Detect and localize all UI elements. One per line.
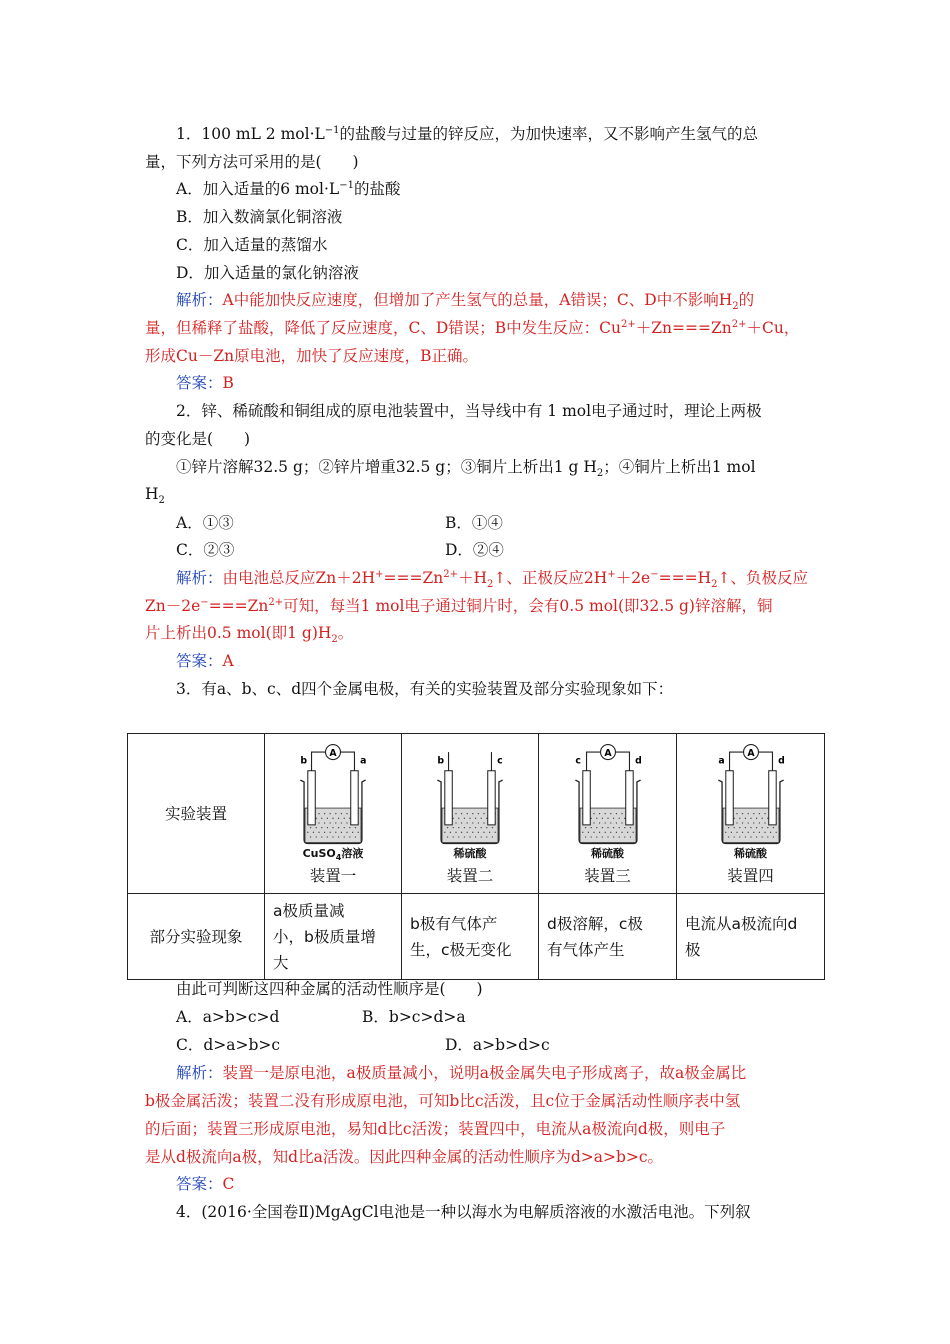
electrode-left <box>725 770 732 824</box>
solution-dot <box>475 817 476 818</box>
solution-dot <box>778 827 779 828</box>
solution-dot <box>590 836 591 837</box>
q3-answer: 答案：C <box>176 1175 235 1193</box>
solution-dot <box>761 836 762 837</box>
solution-dot <box>355 836 356 837</box>
solution-dot <box>615 822 616 823</box>
solution-dot <box>352 831 353 832</box>
solution-dot <box>739 827 740 828</box>
solution-dot <box>467 831 468 832</box>
solution-dot <box>458 836 459 837</box>
solution-label: CuSO$_4$溶液 <box>302 846 364 862</box>
solution-dot <box>335 822 336 823</box>
solution-dot <box>321 836 322 837</box>
solution-dot <box>310 827 311 828</box>
solution-dot <box>587 831 588 832</box>
phenomenon-2: b极有气体产 生，c极无变化 <box>402 894 539 980</box>
solution-dot <box>753 822 754 823</box>
row-header-phenomena: 部分实验现象 <box>128 894 265 980</box>
q3-options-row2: C．d>a>b>c D．a>b>d>c <box>176 1036 550 1054</box>
solution-label: 稀硫酸 <box>734 846 767 860</box>
solution-dot <box>483 822 484 823</box>
device-cell-1 <box>265 734 402 894</box>
electrode-left-label: b <box>437 754 445 766</box>
phenomenon-4: 电流从a极流向d 极 <box>677 894 825 980</box>
solution-dot <box>758 813 759 814</box>
solution-dot <box>475 836 476 837</box>
solution-dot <box>744 817 745 818</box>
solution-dot <box>450 831 451 832</box>
solution-dot <box>492 836 493 837</box>
solution-dot <box>335 831 336 832</box>
solution-dot <box>629 827 630 828</box>
q2-analysis-line1: 解析：由电池总反应$Zn+2H^+===Zn^{2+}+H_2↑$、正极反应$2H^++2e^-===H_2↑$、负极反应 <box>176 568 808 591</box>
solution-dot <box>593 831 594 832</box>
solution-dot <box>458 817 459 818</box>
solution-dot <box>461 831 462 832</box>
solution-dot <box>618 836 619 837</box>
solution-dot <box>346 813 347 814</box>
solution-dot <box>621 831 622 832</box>
solution-dot <box>610 813 611 814</box>
solution-dot <box>607 836 608 837</box>
solution-dot <box>621 822 622 823</box>
solution-dot <box>469 836 470 837</box>
solution-dot <box>739 817 740 818</box>
solution-dot <box>344 836 345 837</box>
solution-dot <box>478 813 479 814</box>
solution-dot <box>318 813 319 814</box>
solution-dot <box>744 836 745 837</box>
solution-dot <box>310 836 311 837</box>
solution-dot <box>755 827 756 828</box>
q3-analysis-line2: b极金属活泼；装置二没有形成原电池，可知b比c活泼，且c位于金属活动性顺序表中氢 <box>145 1092 741 1110</box>
electrode-right <box>625 770 632 824</box>
solution-dot <box>318 822 319 823</box>
q2-answer: 答案：A <box>176 652 234 670</box>
solution-dot <box>736 813 737 814</box>
solution-dot <box>772 836 773 837</box>
solution-dot <box>635 836 636 837</box>
solution-dot <box>761 827 762 828</box>
q1-option-b: B．加入数滴氯化铜溶液 <box>176 208 343 226</box>
solution-dot <box>327 817 328 818</box>
solution-dot <box>741 813 742 814</box>
solution-dot <box>750 827 751 828</box>
solution-dot <box>584 827 585 828</box>
electrode-right-label: c <box>497 754 503 766</box>
solution-dot <box>464 836 465 837</box>
q2-items-line1: ①锌片溶解32.5 g；②锌片增重32.5 g；③铜片上析出1 g $H_2$；④铜片上析出1 mol <box>176 458 756 480</box>
q3-analysis-line4: 是从d极流向a极，知d比a活泼。因此四种金属的活动性顺序为d>a>b>c。 <box>145 1148 664 1166</box>
solution-dot <box>739 836 740 837</box>
solution-dot <box>324 813 325 814</box>
solution-dot <box>332 827 333 828</box>
ammeter-label: A <box>746 747 755 759</box>
solution-dot <box>604 831 605 832</box>
phenomenon-3: d极溶解，c极 有气体产生 <box>539 894 677 980</box>
solution-dot <box>601 836 602 837</box>
device-label: 装置一 <box>309 866 357 885</box>
q1-answer: 答案：B <box>176 374 234 392</box>
q3-stem: 3．有a、b、c、d四个金属电极，有关的实验装置及部分实验现象如下： <box>176 680 674 698</box>
solution-dot <box>346 822 347 823</box>
device-label: 装置二 <box>446 866 494 885</box>
solution-dot <box>344 817 345 818</box>
electrode-left-label: b <box>300 754 308 766</box>
solution-dot <box>469 817 470 818</box>
solution-dot <box>330 813 331 814</box>
solution-dot <box>764 822 765 823</box>
solution-dot <box>618 827 619 828</box>
electrode-right-label: d <box>777 754 785 766</box>
solution-dot <box>464 817 465 818</box>
q1-analysis-line3: 形成Cu－Zn原电池，加快了反应速度，B正确。 <box>145 347 478 365</box>
solution-dot <box>747 822 748 823</box>
q1-option-a: A．加入适量的6 $mol\cdot L^{-1}$的盐酸 <box>176 179 401 198</box>
solution-dot <box>607 827 608 828</box>
solution-dot <box>338 827 339 828</box>
solution-dot <box>612 817 613 818</box>
solution-dot <box>469 827 470 828</box>
solution-dot <box>778 817 779 818</box>
device-label: 装置三 <box>584 866 631 885</box>
solution-dot <box>447 827 448 828</box>
phenomenon-1: a极质量减 小，b极质量增 大 <box>265 894 402 980</box>
q4-stem: 4．(2016·全国卷Ⅱ)MgAgCl电池是一种以海水为电解质溶液的水激活电池。下列叙 <box>176 1203 751 1221</box>
solution-dot <box>481 836 482 837</box>
solution-dot <box>593 822 594 823</box>
solution-dot <box>615 831 616 832</box>
solution-dot <box>453 827 454 828</box>
electrode-right-label: a <box>360 754 367 766</box>
q3-analysis-line3: 的后面；装置三形成原电池，易知d比c活泼；装置四中，电流从a极流向d极，则电子 <box>145 1120 726 1138</box>
solution-dot <box>767 836 768 837</box>
solution-dot <box>635 827 636 828</box>
experiment-table <box>127 733 825 980</box>
q1-stem-line2: 量，下列方法可采用的是( ) <box>145 153 359 171</box>
device-label: 装置四 <box>727 866 774 885</box>
solution-dot <box>316 836 317 837</box>
solution-dot <box>472 813 473 814</box>
q1-analysis-line1: 解析：A中能加快反应速度，但增加了产生氢气的总量，A错误；C、D中不影响$H_2$的 <box>176 291 755 313</box>
solution-dot <box>464 827 465 828</box>
device-cell-2 <box>402 734 539 894</box>
solution-dot <box>497 817 498 818</box>
solution-dot <box>327 836 328 837</box>
solution-dot <box>747 813 748 814</box>
solution-dot <box>455 822 456 823</box>
solution-dot <box>761 817 762 818</box>
solution-dot <box>775 831 776 832</box>
solution-dot <box>741 831 742 832</box>
solution-dot <box>497 827 498 828</box>
solution-dot <box>318 831 319 832</box>
solution-dot <box>593 813 594 814</box>
solution-dot <box>341 813 342 814</box>
solution-dot <box>618 817 619 818</box>
solution-dot <box>747 831 748 832</box>
solution-dot <box>598 813 599 814</box>
ammeter-label: A <box>329 747 337 759</box>
solution-dot <box>472 822 473 823</box>
solution-dot <box>758 831 759 832</box>
solution-dot <box>324 831 325 832</box>
solution-dot <box>736 822 737 823</box>
solution-dot <box>604 822 605 823</box>
solution-dot <box>601 827 602 828</box>
solution-dot <box>486 836 487 837</box>
solution-dot <box>461 813 462 814</box>
solution-dot <box>332 817 333 818</box>
solution-dot <box>736 831 737 832</box>
electrode-left <box>445 770 452 824</box>
solution-dot <box>582 831 583 832</box>
solution-label: 稀硫酸 <box>453 846 487 860</box>
solution-dot <box>764 831 765 832</box>
solution-dot <box>584 836 585 837</box>
solution-dot <box>596 827 597 828</box>
electrode-left <box>308 770 315 824</box>
solution-dot <box>321 827 322 828</box>
device-1 <box>273 739 393 889</box>
solution-dot <box>338 817 339 818</box>
solution-dot <box>483 813 484 814</box>
solution-dot <box>349 836 350 837</box>
solution-dot <box>615 813 616 814</box>
solution-dot <box>753 813 754 814</box>
solution-dot <box>349 827 350 828</box>
solution-dot <box>472 831 473 832</box>
solution-dot <box>360 817 361 818</box>
solution-dot <box>444 831 445 832</box>
electrode-right <box>351 770 358 824</box>
solution-dot <box>481 817 482 818</box>
solution-dot <box>455 831 456 832</box>
solution-dot <box>727 836 728 837</box>
q1-option-c: C．加入适量的蒸馏水 <box>176 236 328 254</box>
cell-diagram <box>425 739 515 851</box>
solution-dot <box>733 836 734 837</box>
solution-dot <box>358 831 359 832</box>
solution-dot <box>624 827 625 828</box>
cell-diagram <box>706 739 796 851</box>
solution-dot <box>346 831 347 832</box>
electrode-left-label: a <box>717 754 725 766</box>
solution-dot <box>612 836 613 837</box>
q2-options-row1: A．①③ B．①④ <box>176 514 503 532</box>
solution-dot <box>612 827 613 828</box>
solution-dot <box>344 827 345 828</box>
solution-dot <box>338 836 339 837</box>
solution-dot <box>324 822 325 823</box>
solution-dot <box>492 827 493 828</box>
solution-dot <box>755 836 756 837</box>
solution-dot <box>360 827 361 828</box>
electrode-right-label: d <box>634 754 642 766</box>
solution-dot <box>596 817 597 818</box>
solution-dot <box>767 827 768 828</box>
q2-stem-line2: 的变化是( ) <box>145 430 251 448</box>
q1-stem-line1: 1．100 mL 2 $mol\cdot L^{-1}$的盐酸与过量的锌反应，为加快速率，又不影响产生氢气的总 <box>176 124 759 143</box>
electrode-right <box>768 770 775 824</box>
solution-dot <box>758 822 759 823</box>
solution-dot <box>755 817 756 818</box>
q2-stem-line1: 2．锌、稀硫酸和铜组成的原电池装置中，当导线中有 1 mol电子通过时，理论上两极 <box>176 402 762 420</box>
cell-diagram <box>563 739 653 851</box>
solution-dot <box>453 836 454 837</box>
solution-dot <box>741 822 742 823</box>
solution-dot <box>455 813 456 814</box>
solution-dot <box>598 822 599 823</box>
solution-dot <box>778 836 779 837</box>
solution-dot <box>730 831 731 832</box>
device-cell-3 <box>539 734 677 894</box>
q3-after-table: 由此可判断这四种金属的活动性顺序是( ) <box>176 980 483 998</box>
ammeter-label: A <box>603 747 612 759</box>
solution-dot <box>624 836 625 837</box>
q2-items-line2: $H_2$ <box>145 485 165 507</box>
solution-dot <box>330 831 331 832</box>
q2-analysis-line3: 片上析出0.5 mol(即1 $g)H_2$。 <box>145 624 354 646</box>
solution-dot <box>316 827 317 828</box>
solution-dot <box>769 831 770 832</box>
cell-diagram <box>288 739 378 851</box>
solution-dot <box>626 831 627 832</box>
solution-dot <box>332 836 333 837</box>
solution-dot <box>321 817 322 818</box>
q3-analysis-line1: 解析：装置一是原电池，a极质量减小，说明a极金属失电子形成离子，故a极金属比 <box>176 1064 747 1082</box>
solution-dot <box>341 831 342 832</box>
solution-dot <box>497 836 498 837</box>
solution-dot <box>481 827 482 828</box>
electrode-left <box>582 770 589 824</box>
solution-dot <box>330 822 331 823</box>
solution-dot <box>467 822 468 823</box>
solution-dot <box>335 813 336 814</box>
solution-dot <box>327 827 328 828</box>
solution-dot <box>772 827 773 828</box>
solution-dot <box>727 827 728 828</box>
solution-dot <box>447 836 448 837</box>
solution-dot <box>489 831 490 832</box>
q1-option-d: D．加入适量的氯化钠溶液 <box>176 264 359 282</box>
electrode-right <box>488 770 495 824</box>
solution-dot <box>610 831 611 832</box>
solution-dot <box>601 817 602 818</box>
solution-dot <box>483 831 484 832</box>
q1-analysis-line2: 量，但稀释了盐酸，降低了反应速度，C、D错误；B中发生反应：$Cu^{2+}+Zn===Zn^{2+}+Cu$， <box>145 318 800 337</box>
q2-analysis-line2: $Zn-2e^-===Zn^{2+}$可知，每当1 mol电子通过铜片时，会有0.5 mol(即32.5 g)锌溶解，铜 <box>145 596 773 615</box>
solution-dot <box>750 836 751 837</box>
solution-dot <box>341 822 342 823</box>
electrode-left-label: c <box>574 754 581 766</box>
solution-dot <box>621 813 622 814</box>
device-2 <box>410 739 530 889</box>
solution-dot <box>360 836 361 837</box>
solution-dot <box>750 817 751 818</box>
solution-dot <box>635 817 636 818</box>
solution-dot <box>307 831 308 832</box>
q3-options-row1: A．a>b>c>d B．b>c>d>a <box>176 1008 466 1026</box>
q2-options-row2: C．②③ D．②④ <box>176 541 504 559</box>
row-header-apparatus: 实验装置 <box>128 734 265 894</box>
solution-dot <box>313 831 314 832</box>
solution-dot <box>475 827 476 828</box>
solution-dot <box>598 831 599 832</box>
solution-dot <box>495 831 496 832</box>
device-cell-4 <box>677 734 825 894</box>
solution-dot <box>486 827 487 828</box>
solution-dot <box>610 822 611 823</box>
solution-dot <box>355 827 356 828</box>
solution-dot <box>458 827 459 828</box>
solution-dot <box>604 813 605 814</box>
solution-dot <box>744 827 745 828</box>
solution-dot <box>590 827 591 828</box>
solution-dot <box>629 836 630 837</box>
solution-dot <box>607 817 608 818</box>
solution-dot <box>461 822 462 823</box>
solution-dot <box>725 831 726 832</box>
device-4 <box>685 739 816 889</box>
solution-dot <box>632 831 633 832</box>
solution-dot <box>764 813 765 814</box>
solution-dot <box>478 831 479 832</box>
solution-dot <box>596 836 597 837</box>
solution-label: 稀硫酸 <box>591 846 624 860</box>
solution-dot <box>467 813 468 814</box>
solution-dot <box>753 831 754 832</box>
solution-dot <box>478 822 479 823</box>
device-3 <box>547 739 668 889</box>
solution-dot <box>733 827 734 828</box>
